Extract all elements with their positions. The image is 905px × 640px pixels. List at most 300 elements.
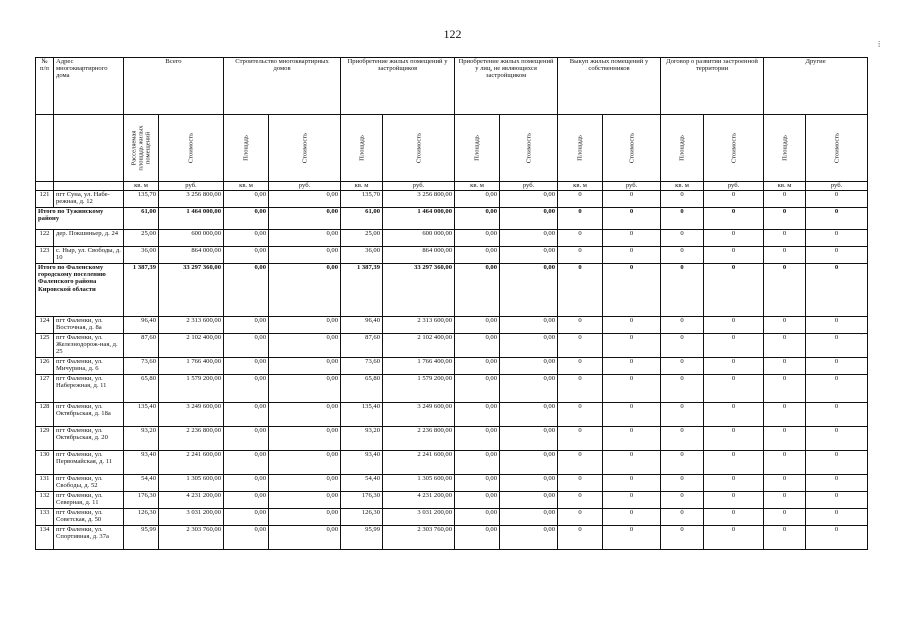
unit-cost: руб. xyxy=(704,182,764,191)
cell-cost: 1 305 600,00 xyxy=(383,475,455,492)
cell-cost: 0,00 xyxy=(269,492,341,509)
cell-cost: 2 241 600,00 xyxy=(159,451,224,475)
header-group-non-developers: Приобретение жилых помещений у лиц, не являющихся застройщиком xyxy=(455,58,558,115)
cell-area: 0 xyxy=(661,264,704,317)
cell-cost: 0 xyxy=(806,403,868,427)
cell-cost: 2 102 400,00 xyxy=(383,334,455,358)
header-row xyxy=(36,58,868,115)
header-group-buyout: Выкуп жилых помещений у собственников xyxy=(558,58,661,115)
cell-cost: 0,00 xyxy=(269,451,341,475)
table-row xyxy=(36,509,868,526)
row-number: 126 xyxy=(36,358,54,375)
cell-cost: 0 xyxy=(603,264,661,317)
row-number: 129 xyxy=(36,427,54,451)
row-address: пгт Фаленки, ул. Восточная, д. 8а xyxy=(54,317,124,334)
row-address: пгт Фаленки, ул. Спортивная, д. 37а xyxy=(54,526,124,550)
cell-area: 36,00 xyxy=(341,247,383,264)
cell-area: 0 xyxy=(764,375,806,403)
row-number: 121 xyxy=(36,191,54,208)
cell-area: 0 xyxy=(764,358,806,375)
cell-cost: 3 256 800,00 xyxy=(159,191,224,208)
cell-cost: 0,00 xyxy=(269,334,341,358)
cell-cost: 0,00 xyxy=(269,230,341,247)
cell-cost: 0,00 xyxy=(500,358,558,375)
header-group-total: Всего xyxy=(124,58,224,115)
cell-area: 93,40 xyxy=(124,451,159,475)
total-row xyxy=(36,264,868,317)
row-number: 133 xyxy=(36,509,54,526)
cell-area: 0,00 xyxy=(455,334,500,358)
cell-area: 25,00 xyxy=(124,230,159,247)
cell-cost: 0,00 xyxy=(500,334,558,358)
cell-area: 0,00 xyxy=(224,247,269,264)
cell-area: 0,00 xyxy=(455,358,500,375)
cell-area: 0 xyxy=(764,247,806,264)
row-address: с. Ныр, ул. Свободы, д. 10 xyxy=(54,247,124,264)
cell-cost: 0,00 xyxy=(269,208,341,230)
cell-cost: 864 000,00 xyxy=(159,247,224,264)
cell-area: 0 xyxy=(661,403,704,427)
header-group-construction: Строительство многоквартирных домов xyxy=(224,58,341,115)
cell-cost: 0,00 xyxy=(500,509,558,526)
cell-cost: 2 236 800,00 xyxy=(383,427,455,451)
cell-area: 0 xyxy=(661,492,704,509)
cell-area: 0,00 xyxy=(455,317,500,334)
cell-area: 0,00 xyxy=(455,191,500,208)
cell-cost: 0 xyxy=(704,475,764,492)
table-row xyxy=(36,230,868,247)
cell-cost: 1 579 200,00 xyxy=(383,375,455,403)
cell-area: 0,00 xyxy=(224,451,269,475)
cell-area: 0 xyxy=(764,526,806,550)
unit-empty xyxy=(36,182,54,191)
row-address: пгт Фаленки, ул. Октябрьская, д. 18а xyxy=(54,403,124,427)
cell-cost: 2 303 760,00 xyxy=(159,526,224,550)
cell-area: 0 xyxy=(558,375,603,403)
cell-area: 0,00 xyxy=(224,191,269,208)
cell-cost: 0,00 xyxy=(269,264,341,317)
cell-cost: 0,00 xyxy=(269,526,341,550)
cell-area: 0 xyxy=(661,230,704,247)
subheader-cost: Стоимость xyxy=(159,115,224,182)
cell-area: 0,00 xyxy=(224,475,269,492)
cell-area: 0 xyxy=(558,317,603,334)
row-address: пгт Фаленки, ул. Мичурина, д. 6 xyxy=(54,358,124,375)
cell-cost: 3 256 800,00 xyxy=(383,191,455,208)
cell-cost: 0 xyxy=(806,427,868,451)
cell-area: 135,40 xyxy=(341,403,383,427)
cell-area: 0 xyxy=(558,247,603,264)
row-number: 130 xyxy=(36,451,54,475)
subheader-cost: Стоимость xyxy=(383,115,455,182)
row-number: 128 xyxy=(36,403,54,427)
cell-area: 0 xyxy=(661,358,704,375)
subheader-empty xyxy=(54,115,124,182)
row-number: 132 xyxy=(36,492,54,509)
row-address: дер. Покшиньер, д. 24 xyxy=(54,230,124,247)
table-row xyxy=(36,492,868,509)
cell-area: 73,60 xyxy=(124,358,159,375)
cell-cost: 0,00 xyxy=(500,427,558,451)
cell-cost: 0 xyxy=(704,375,764,403)
subheader-area: Площадь xyxy=(661,115,704,182)
cell-area: 0 xyxy=(661,475,704,492)
cell-area: 1 387,39 xyxy=(341,264,383,317)
cell-cost: 0 xyxy=(704,451,764,475)
table-row xyxy=(36,427,868,451)
cell-area: 0 xyxy=(558,492,603,509)
header-group-development-agreement: Договор о развитии застроенной территории xyxy=(661,58,764,115)
row-address: пгт Суна, ул. Набе-режная, д. 12 xyxy=(54,191,124,208)
cell-area: 1 387,39 xyxy=(124,264,159,317)
cell-area: 135,70 xyxy=(341,191,383,208)
cell-area: 0,00 xyxy=(224,230,269,247)
cell-area: 0 xyxy=(661,526,704,550)
row-number: 122 xyxy=(36,230,54,247)
cell-area: 0,00 xyxy=(224,492,269,509)
cell-area: 65,80 xyxy=(341,375,383,403)
cell-cost: 1 766 400,00 xyxy=(383,358,455,375)
cell-area: 0,00 xyxy=(224,358,269,375)
cell-area: 0 xyxy=(764,191,806,208)
cell-area: 0 xyxy=(558,475,603,492)
cell-cost: 0 xyxy=(704,208,764,230)
cell-cost: 0 xyxy=(704,403,764,427)
cell-cost: 0 xyxy=(704,247,764,264)
cell-area: 0 xyxy=(764,403,806,427)
subheader-area: Площадь xyxy=(455,115,500,182)
subheader-cost: Стоимость xyxy=(500,115,558,182)
cell-area: 0 xyxy=(764,208,806,230)
subheader-cost: Стоимость xyxy=(704,115,764,182)
cell-area: 0,00 xyxy=(455,264,500,317)
cell-area: 0,00 xyxy=(455,208,500,230)
cell-cost: 0 xyxy=(603,492,661,509)
cell-cost: 0 xyxy=(603,509,661,526)
cell-area: 93,40 xyxy=(341,451,383,475)
cell-area: 0 xyxy=(764,427,806,451)
cell-cost: 0 xyxy=(603,358,661,375)
cell-cost: 2 102 400,00 xyxy=(159,334,224,358)
margin-mark: · xyxy=(860,330,863,339)
header-group-developers: Приобретение жилых помещений у застройщиков xyxy=(341,58,455,115)
row-address: пгт Фаленки, ул. Советская, д. 50 xyxy=(54,509,124,526)
cell-area: 0 xyxy=(764,475,806,492)
cell-cost: 0 xyxy=(603,427,661,451)
cell-area: 0,00 xyxy=(224,317,269,334)
cell-area: 93,20 xyxy=(124,427,159,451)
cell-cost: 0 xyxy=(704,427,764,451)
table-row xyxy=(36,191,868,208)
cell-area: 93,20 xyxy=(341,427,383,451)
cell-area: 0 xyxy=(661,191,704,208)
cell-cost: 4 231 200,00 xyxy=(159,492,224,509)
cell-cost: 0,00 xyxy=(269,509,341,526)
cell-cost: 0,00 xyxy=(269,358,341,375)
cell-area: 0,00 xyxy=(224,427,269,451)
cell-area: 0 xyxy=(558,230,603,247)
cell-cost: 0 xyxy=(806,247,868,264)
subheader-cost: Стоимость xyxy=(603,115,661,182)
cell-area: 0 xyxy=(764,451,806,475)
cell-area: 0 xyxy=(558,264,603,317)
unit-empty xyxy=(54,182,124,191)
cell-cost: 0,00 xyxy=(269,427,341,451)
unit-cost: руб. xyxy=(269,182,341,191)
cell-cost: 0 xyxy=(603,334,661,358)
cell-cost: 0,00 xyxy=(269,475,341,492)
cell-cost: 0,00 xyxy=(269,403,341,427)
cell-area: 25,00 xyxy=(341,230,383,247)
cell-cost: 0,00 xyxy=(500,492,558,509)
cell-cost: 2 303 760,00 xyxy=(383,526,455,550)
cell-area: 0 xyxy=(661,317,704,334)
table-row xyxy=(36,317,868,334)
cell-cost: 0,00 xyxy=(500,191,558,208)
cell-cost: 0,00 xyxy=(500,375,558,403)
cell-cost: 0,00 xyxy=(269,191,341,208)
row-number: 127 xyxy=(36,375,54,403)
cell-cost: 2 241 600,00 xyxy=(383,451,455,475)
total-row xyxy=(36,208,868,230)
subheader-area: Площадь xyxy=(224,115,269,182)
unit-area: кв. м xyxy=(224,182,269,191)
cell-area: 0,00 xyxy=(455,475,500,492)
cell-cost: 600 000,00 xyxy=(383,230,455,247)
cell-area: 0 xyxy=(661,427,704,451)
cell-cost: 0 xyxy=(603,247,661,264)
cell-area: 87,60 xyxy=(124,334,159,358)
cell-area: 0 xyxy=(558,451,603,475)
cell-cost: 600 000,00 xyxy=(159,230,224,247)
margin-mark: ⁞ xyxy=(878,40,881,49)
row-number: 134 xyxy=(36,526,54,550)
cell-area: 0,00 xyxy=(455,451,500,475)
subheader-empty xyxy=(36,115,54,182)
cell-area: 0,00 xyxy=(455,375,500,403)
cell-area: 0,00 xyxy=(224,526,269,550)
cell-cost: 0 xyxy=(704,492,764,509)
row-address: пгт Фаленки, ул. Октябрьская, д. 20 xyxy=(54,427,124,451)
unit-area: кв. м xyxy=(558,182,603,191)
cell-cost: 0 xyxy=(704,317,764,334)
cell-area: 0 xyxy=(661,375,704,403)
cell-area: 0 xyxy=(558,509,603,526)
cell-cost: 0 xyxy=(603,230,661,247)
cell-cost: 0,00 xyxy=(500,230,558,247)
cell-area: 54,40 xyxy=(341,475,383,492)
cell-area: 0 xyxy=(558,526,603,550)
cell-cost: 1 464 000,00 xyxy=(383,208,455,230)
cell-cost: 0 xyxy=(806,509,868,526)
cell-cost: 0 xyxy=(704,509,764,526)
table-row xyxy=(36,334,868,358)
cell-cost: 0,00 xyxy=(269,317,341,334)
table-row xyxy=(36,358,868,375)
cell-cost: 0 xyxy=(806,264,868,317)
cell-area: 126,30 xyxy=(341,509,383,526)
cell-cost: 0,00 xyxy=(269,375,341,403)
row-address: пгт Фаленки, ул. Первомайская, д. 11 xyxy=(54,451,124,475)
cell-area: 0,00 xyxy=(455,427,500,451)
cell-area: 0,00 xyxy=(224,208,269,230)
cell-cost: 1 766 400,00 xyxy=(159,358,224,375)
cell-area: 0 xyxy=(764,230,806,247)
cell-cost: 0 xyxy=(704,264,764,317)
cell-area: 36,00 xyxy=(124,247,159,264)
unit-cost: руб. xyxy=(603,182,661,191)
cell-cost: 0 xyxy=(806,492,868,509)
row-address: пгт Фаленки, ул. Набережная, д. 11 xyxy=(54,375,124,403)
cell-area: 0 xyxy=(558,208,603,230)
cell-cost: 0,00 xyxy=(500,208,558,230)
subheader-area: Площадь xyxy=(558,115,603,182)
cell-area: 96,40 xyxy=(124,317,159,334)
cell-area: 0,00 xyxy=(455,247,500,264)
cell-area: 0 xyxy=(661,509,704,526)
cell-area: 96,40 xyxy=(341,317,383,334)
cell-area: 61,00 xyxy=(124,208,159,230)
cell-area: 0,00 xyxy=(224,403,269,427)
cell-cost: 0 xyxy=(603,475,661,492)
cell-area: 95,99 xyxy=(124,526,159,550)
cell-cost: 0,00 xyxy=(500,317,558,334)
cell-area: 0,00 xyxy=(224,264,269,317)
cell-cost: 0 xyxy=(806,208,868,230)
cell-cost: 2 236 800,00 xyxy=(159,427,224,451)
cell-area: 176,30 xyxy=(124,492,159,509)
cell-area: 87,60 xyxy=(341,334,383,358)
subheader-cost: Стоимость xyxy=(806,115,868,182)
cell-area: 0 xyxy=(764,334,806,358)
cell-area: 0 xyxy=(558,334,603,358)
cell-cost: 0 xyxy=(603,191,661,208)
cell-area: 0 xyxy=(661,247,704,264)
subheader-row xyxy=(36,115,868,182)
page-number: 122 xyxy=(443,27,462,41)
cell-cost: 0 xyxy=(806,317,868,334)
cell-cost: 0 xyxy=(806,230,868,247)
cell-cost: 0 xyxy=(806,358,868,375)
cell-cost: 0 xyxy=(603,317,661,334)
cell-area: 0 xyxy=(558,403,603,427)
table-row xyxy=(36,375,868,403)
cell-cost: 0 xyxy=(704,334,764,358)
header-group-other: Другие xyxy=(764,58,868,115)
resettlement-table xyxy=(35,57,868,550)
total-label: Итого по Фаленскому городскому поселению Фаленского района Кировской области xyxy=(36,264,124,317)
unit-cost: руб. xyxy=(159,182,224,191)
unit-row xyxy=(36,182,868,191)
cell-cost: 0,00 xyxy=(500,526,558,550)
table-row xyxy=(36,475,868,492)
cell-area: 0,00 xyxy=(455,403,500,427)
unit-cost: руб. xyxy=(383,182,455,191)
cell-cost: 0 xyxy=(806,334,868,358)
cell-area: 0 xyxy=(661,334,704,358)
row-address: пгт Фаленки, ул. Железнодорож-ная, д. 25 xyxy=(54,334,124,358)
cell-cost: 3 031 200,00 xyxy=(159,509,224,526)
cell-area: 0 xyxy=(558,358,603,375)
unit-area: кв. м xyxy=(661,182,704,191)
row-address: пгт Фаленки, ул. Северная, д. 11 xyxy=(54,492,124,509)
cell-cost: 0 xyxy=(806,375,868,403)
cell-cost: 0 xyxy=(806,526,868,550)
cell-area: 0,00 xyxy=(455,230,500,247)
unit-area: кв. м xyxy=(764,182,806,191)
table-row xyxy=(36,403,868,427)
subheader-resettled-area: Расселяемая площадь жилых помещений xyxy=(124,115,159,182)
table-row xyxy=(36,247,868,264)
table-row xyxy=(36,451,868,475)
cell-area: 0,00 xyxy=(455,526,500,550)
row-address: пгт Фаленки, ул. Свободы, д. 52 xyxy=(54,475,124,492)
cell-area: 0,00 xyxy=(455,492,500,509)
cell-cost: 0 xyxy=(603,526,661,550)
cell-area: 0 xyxy=(661,208,704,230)
cell-cost: 3 249 600,00 xyxy=(159,403,224,427)
cell-cost: 0,00 xyxy=(269,247,341,264)
unit-area: кв. м xyxy=(124,182,159,191)
header-address: Адрес многоквартирного дома xyxy=(54,58,124,115)
cell-area: 0 xyxy=(558,191,603,208)
cell-area: 0 xyxy=(764,492,806,509)
unit-cost: руб. xyxy=(500,182,558,191)
cell-cost: 2 313 600,00 xyxy=(159,317,224,334)
cell-cost: 3 249 600,00 xyxy=(383,403,455,427)
cell-cost: 0 xyxy=(603,208,661,230)
cell-area: 61,00 xyxy=(341,208,383,230)
cell-cost: 1 305 600,00 xyxy=(159,475,224,492)
unit-area: кв. м xyxy=(455,182,500,191)
unit-cost: руб. xyxy=(806,182,868,191)
cell-area: 0,00 xyxy=(224,509,269,526)
cell-cost: 0,00 xyxy=(500,451,558,475)
cell-cost: 1 579 200,00 xyxy=(159,375,224,403)
cell-cost: 0 xyxy=(806,451,868,475)
cell-area: 135,70 xyxy=(124,191,159,208)
cell-cost: 0 xyxy=(704,526,764,550)
header-num: № п/п xyxy=(36,58,54,115)
cell-area: 0 xyxy=(558,427,603,451)
row-number: 131 xyxy=(36,475,54,492)
cell-cost: 0 xyxy=(603,451,661,475)
cell-cost: 0 xyxy=(806,475,868,492)
cell-cost: 0 xyxy=(704,358,764,375)
cell-cost: 864 000,00 xyxy=(383,247,455,264)
cell-area: 0 xyxy=(764,317,806,334)
cell-area: 54,40 xyxy=(124,475,159,492)
subheader-cost: Стоимость xyxy=(269,115,341,182)
cell-cost: 0,00 xyxy=(500,403,558,427)
cell-area: 0 xyxy=(661,451,704,475)
row-number: 123 xyxy=(36,247,54,264)
cell-cost: 0 xyxy=(806,191,868,208)
cell-cost: 3 031 200,00 xyxy=(383,509,455,526)
cell-area: 135,40 xyxy=(124,403,159,427)
cell-area: 0,00 xyxy=(224,334,269,358)
cell-area: 176,30 xyxy=(341,492,383,509)
row-number: 124 xyxy=(36,317,54,334)
table-row xyxy=(36,526,868,550)
cell-cost: 33 297 360,00 xyxy=(159,264,224,317)
row-number: 125 xyxy=(36,334,54,358)
cell-cost: 0,00 xyxy=(500,264,558,317)
cell-cost: 33 297 360,00 xyxy=(383,264,455,317)
total-label: Итого по Тужинскому району xyxy=(36,208,124,230)
cell-area: 73,60 xyxy=(341,358,383,375)
cell-area: 0 xyxy=(764,264,806,317)
